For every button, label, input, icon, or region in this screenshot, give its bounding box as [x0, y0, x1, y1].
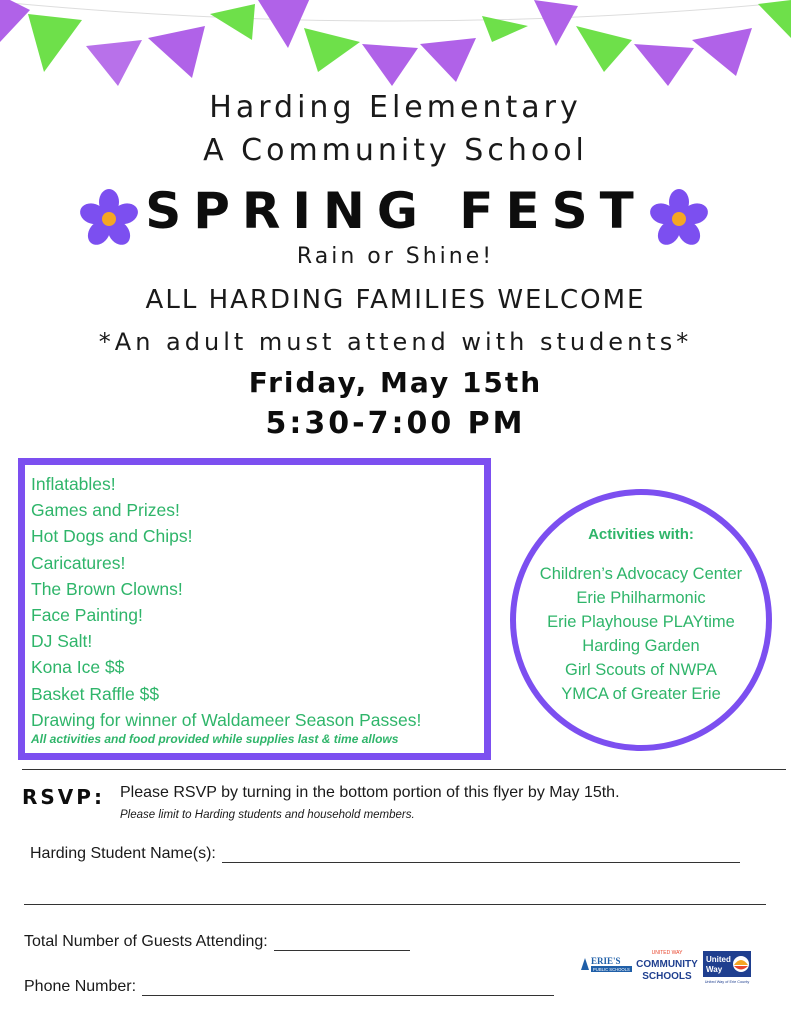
list-item: Erie Philharmonic	[576, 589, 706, 607]
partners-circle	[510, 489, 772, 751]
list-item: Girl Scouts of NWPA	[565, 661, 717, 679]
student-name-field	[30, 845, 740, 863]
event-time: 5:30-7:00 PM	[265, 406, 526, 441]
event-title: SPRING FEST	[145, 182, 646, 240]
list-item: Basket Raffle $$	[31, 683, 160, 704]
guests-label: Total Number of Guests Attending:	[24, 933, 268, 950]
svg-text:COMMUNITY: COMMUNITY	[636, 959, 698, 970]
list-item: Children’s Advocacy Center	[539, 565, 743, 583]
partners-list	[502, 562, 780, 706]
list-item: Face Painting!	[31, 605, 143, 626]
phone-field	[24, 978, 554, 996]
list-item: Harding Garden	[582, 637, 700, 655]
list-item: The Brown Clowns!	[31, 578, 183, 599]
phone-label: Phone Number:	[24, 978, 137, 995]
guests-blank[interactable]	[274, 937, 410, 951]
list-item: Games and Prizes!	[31, 500, 180, 521]
svg-text:United: United	[706, 955, 731, 964]
rsvp-note: Please limit to Harding students and household members.	[120, 809, 415, 821]
cut-line	[22, 769, 786, 770]
list-item: Inflatables!	[31, 474, 116, 494]
school-tagline: A Community School	[203, 133, 588, 168]
list-item: YMCA of Greater Erie	[561, 685, 721, 703]
list-item: Kona Ice $$	[31, 657, 125, 678]
school-name: Harding Elementary	[209, 90, 582, 125]
activities-list	[31, 471, 421, 733]
list-item: Hot Dogs and Chips!	[31, 526, 193, 547]
svg-text:United Way of Erie County: United Way of Erie County	[704, 980, 750, 984]
phone-blank[interactable]	[142, 982, 554, 996]
bunting-decoration	[0, 0, 791, 95]
student-name-blank-line-2[interactable]	[24, 904, 766, 905]
welcome-banner: ALL HARDING FAMILIES WELCOME	[145, 285, 646, 315]
adult-notice: *An adult must attend with students*	[98, 328, 693, 356]
activities-footnote: All activities and food provided while supplies last & time allows	[31, 732, 399, 746]
partners-heading: Activities with:	[588, 526, 694, 543]
activities-box	[18, 458, 491, 760]
eries-logo-text: ERIE'S	[591, 956, 621, 966]
eries-public-schools-logo	[579, 952, 634, 976]
rain-or-shine: Rain or Shine!	[296, 244, 495, 269]
guests-field	[24, 933, 410, 951]
list-item: DJ Salt!	[31, 631, 93, 652]
community-schools-logo	[636, 948, 698, 984]
united-way-logo	[703, 951, 751, 985]
rsvp-label: RSVP:	[22, 785, 105, 809]
svg-text:UNITED WAY: UNITED WAY	[651, 950, 683, 956]
list-item: Drawing for winner of Waldameer Season Passes!	[31, 709, 422, 730]
student-name-label: Harding Student Name(s):	[30, 845, 216, 862]
rsvp-instruction: Please RSVP by turning in the bottom portion of this flyer by May 15th.	[120, 784, 620, 801]
svg-text:SCHOOLS: SCHOOLS	[642, 971, 692, 982]
list-item: Caricatures!	[31, 552, 126, 573]
student-name-blank[interactable]	[222, 849, 740, 863]
event-date: Friday, May 15th	[248, 366, 543, 399]
eries-logo-sub: PUBLIC SCHOOLS	[593, 967, 630, 972]
svg-text:Way: Way	[706, 965, 723, 974]
list-item: Erie Playhouse PLAYtime	[547, 613, 735, 631]
